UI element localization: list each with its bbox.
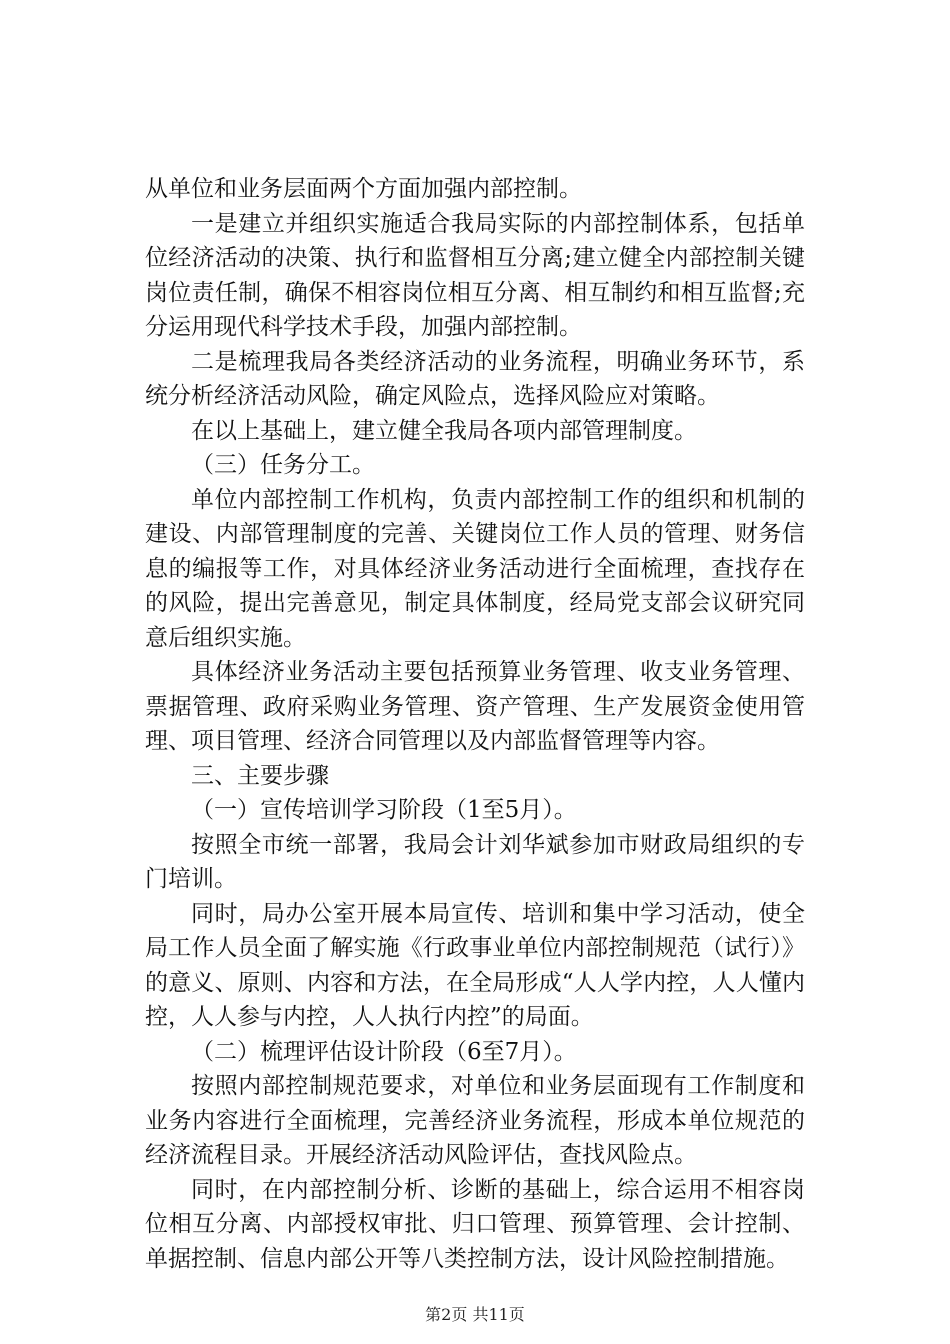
section-heading-task-division: （三）任务分工。 (191, 452, 375, 478)
paragraph-10: 按照全市统一部署，我局会计刘华斌参加市财政局组织的专门培训。 (145, 831, 805, 892)
paragraph-11: 同时，局办公室开展本局宣传、培训和集中学习活动，使全局工作人员全面了解实施《行政事业单位内部控制规范（试行）》的意义、原则、内容和方法，在全局形成“人人学内控，人人懂内控，人人参与内控，人人执行内控”的局面。 (145, 900, 805, 1030)
section-heading-phase-2: （二）梳理评估设计阶段（6至7月）。 (191, 1038, 577, 1065)
paragraph-3: 二是梳理我局各类经济活动的业务流程，明确业务环节，系统分析经济活动风险，确定风险点，选择风险应对策略。 (145, 348, 805, 409)
paragraph-4: 在以上基础上，建立健全我局各项内部管理制度。 (191, 417, 697, 444)
paragraph-14: 同时，在内部控制分析、诊断的基础上，综合运用不相容岗位相互分离、内部授权审批、归口管理、预算管理、会计控制、单据控制、信息内部公开等八类控制方法，设计风险控制措施。 (145, 1176, 805, 1272)
paragraph-13: 按照内部控制规范要求，对单位和业务层面现有工作制度和业务内容进行全面梳理，完善经济业务流程，形成本单位规范的经济流程目录。开展经济活动风险评估，查找风险点。 (145, 1073, 805, 1168)
section-heading-phase-1: （一）宣传培训学习阶段（1至5月）。 (191, 797, 577, 823)
paragraph-1: 从单位和业务层面两个方面加强内部控制。 (145, 176, 582, 202)
paragraph-7: 具体经济业务活动主要包括预算业务管理、收支业务管理、票据管理、政府采购业务管理、资产管理、生产发展资金使用管理、项目管理、经济合同管理以及内部监督管理等内容。 (145, 659, 805, 754)
document-body (145, 172, 805, 1276)
paragraph-6: 单位内部控制工作机构，负责内部控制工作的组织和机制的建设、内部管理制度的完善、关键岗位工作人员的管理、财务信息的编报等工作，对具体经济业务活动进行全面梳理，查找存在的风险，提出完善意见，制定具体制度，经局党支部会议研究同意后组织实施。 (145, 486, 805, 651)
section-heading-main-steps: 三、主要步骤 (191, 762, 329, 789)
paragraph-2: 一是建立并组织实施适合我局实际的内部控制体系，包括单位经济活动的决策、执行和监督相互分离;建立健全内部控制关键岗位责任制，确保不相容岗位相互分离、相互制约和相互监督;充分运用现代科学技术手段，加强内部控制。 (145, 210, 805, 340)
page-footer: 第2页 共11页 (425, 1305, 525, 1324)
